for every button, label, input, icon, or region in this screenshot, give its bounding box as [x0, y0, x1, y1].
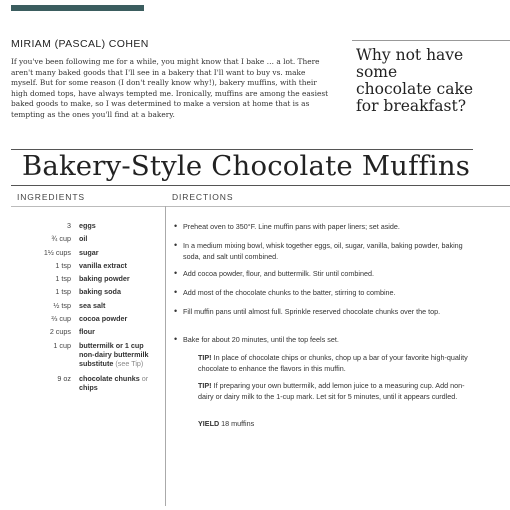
direction-text: Preheat oven to 350°F. Line muffin pans with paper liners; set aside.	[183, 222, 400, 231]
ingredient-note: (see Tip)	[115, 358, 144, 368]
yield-label: YIELD	[198, 419, 220, 428]
ingredient-name: sugar	[79, 247, 99, 257]
direction-step	[174, 268, 473, 279]
recipe-yield	[198, 419, 254, 428]
bullet: •	[174, 221, 178, 231]
direction-step	[174, 334, 473, 345]
ingredient-amount: 1 cup	[53, 340, 71, 350]
ingredient-name-text: buttermilk or 1 cup non-dairy buttermilk substitute	[79, 340, 149, 368]
ingredient-name: flour	[79, 327, 95, 337]
ingredient-row	[11, 221, 161, 234]
directions-heading: DIRECTIONS	[172, 192, 234, 202]
ingredient-amount: 3	[67, 221, 71, 230]
ingredient-amount: ½ tsp	[53, 300, 71, 310]
bullet: •	[174, 268, 178, 278]
direction-step	[174, 306, 473, 317]
direction-text: Add cocoa powder, flour, and buttermilk. Stir until combined.	[183, 269, 374, 278]
pull-quote: Why not have some chocolate cake for breakfast?	[356, 46, 474, 115]
direction-text: Fill muffin pans until almost full. Sprinkle reserved chocolate chunks over the top.	[183, 307, 441, 316]
ingredient-name: oil	[79, 234, 88, 244]
ingredients-heading: INGREDIENTS	[17, 192, 85, 202]
direction-text: Bake for about 20 minutes, until the top feels set.	[183, 335, 339, 344]
direction-step	[174, 240, 473, 262]
ingredient-row	[11, 234, 161, 247]
ingredient-amount: 1 tsp	[55, 287, 71, 297]
tip-label: TIP!	[198, 353, 212, 362]
callout-divider	[352, 40, 510, 41]
ingredient-row	[11, 248, 161, 261]
title-bottom-rule	[11, 185, 510, 186]
tip-text: In place of chocolate chips or chunks, chop up a bar of your favorite high-quality chocolate to enhance the flavors in this muffin.	[198, 353, 468, 373]
ingredient-name: baking powder	[79, 274, 130, 284]
direction-text: Add most of the chocolate chunks to the batter, stirring to combine.	[183, 288, 396, 297]
bullet: •	[174, 240, 178, 250]
ingredient-row	[11, 327, 161, 340]
recipe-title: Bakery-Style Chocolate Muffins	[21, 150, 471, 182]
ingredient-row	[11, 314, 161, 327]
tip-note	[198, 352, 478, 374]
ingredient-name: cocoa powder	[79, 314, 128, 324]
ingredient-row	[11, 274, 161, 287]
bullet: •	[174, 287, 178, 297]
ingredient-amount: 1½ cups	[43, 247, 71, 257]
ingredient-name: baking soda	[79, 287, 121, 297]
ingredient-note: or	[141, 373, 149, 383]
ingredient-amount: 1 tsp	[55, 260, 71, 270]
tip-note	[198, 380, 478, 402]
ingredient-list	[11, 221, 161, 394]
ingredient-row	[11, 341, 161, 374]
ingredient-name: vanilla extract	[79, 260, 127, 270]
bullet: •	[174, 306, 178, 316]
tip-label: TIP!	[198, 381, 212, 390]
bullet: •	[174, 334, 178, 344]
author-name: MIRIAM (PASCAL) COHEN	[11, 38, 149, 50]
ingredient-row	[11, 374, 161, 394]
direction-text: In a medium mixing bowl, whisk together eggs, oil, sugar, vanilla, baking powder, baking soda, and salt until combined.	[183, 241, 463, 261]
ingredient-amount: 1 tsp	[55, 274, 71, 284]
ingredient-row	[11, 301, 161, 314]
direction-step	[174, 287, 473, 298]
ingredient-amount: 9 oz	[57, 373, 71, 383]
intro-paragraph: If you've been following me for a while, you might know that I bake … a lot. There aren't many baked goods that I'll see in a bakery that I'll want to buy vs. make myself. But for some reason (I don't really know why!), bakery muffins, with their high domed tops, have always tempted me. Ironically, muffins are among the easiest baked goods to make, so I was determined to make a version at home that is as tempting as the ones you'll find at a bakery.	[11, 57, 329, 119]
direction-step	[174, 221, 473, 232]
ingredient-amount: ¾ cup	[51, 234, 71, 244]
ingredient-name: sea salt	[79, 300, 106, 310]
ingredient-row	[11, 287, 161, 300]
ingredient-amount: ⅔ cup	[51, 314, 71, 324]
ingredient-name: eggs	[79, 221, 96, 230]
ingredient-name	[79, 341, 161, 368]
column-header-rule	[11, 206, 510, 207]
column-divider	[165, 206, 166, 506]
ingredient-name	[79, 374, 161, 392]
ingredient-name-text: chocolate chunks	[79, 373, 140, 383]
ingredient-name-text: chips	[79, 382, 98, 392]
ingredient-amount: 2 cups	[49, 327, 71, 337]
yield-value: 18 muffins	[221, 419, 255, 428]
tip-text: If preparing your own buttermilk, add lemon juice to a measuring cup. Add non-dairy or dairy milk to the 1-cup mark. Let sit for 5 minutes, until it appears curdled.	[198, 381, 465, 401]
ingredient-row	[11, 261, 161, 274]
accent-bar	[11, 5, 144, 11]
